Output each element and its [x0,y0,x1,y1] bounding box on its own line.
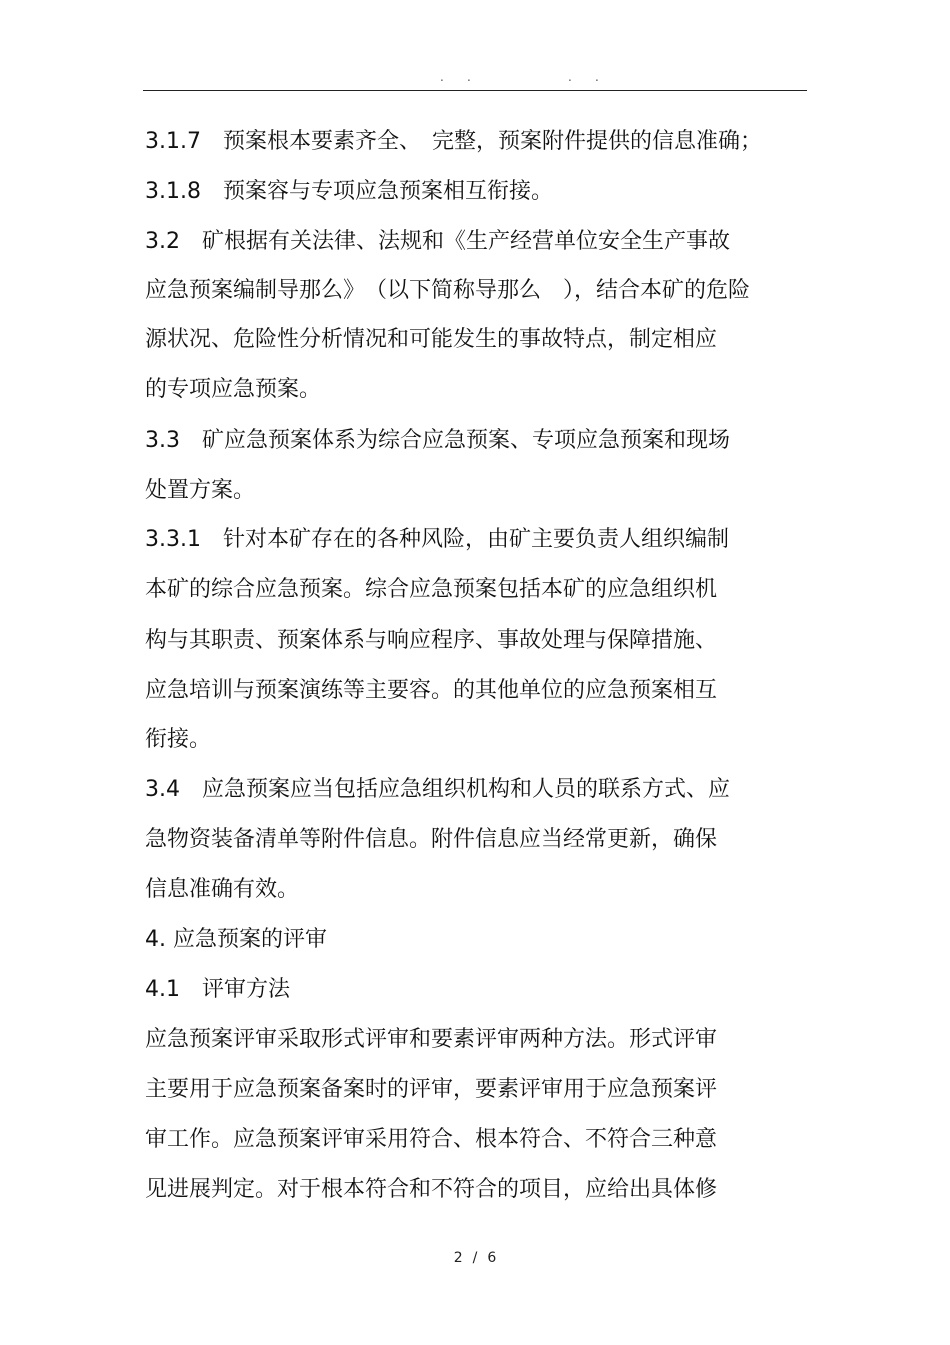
text-line: 构与其职责、预案体系与响应程序、事故处理与保障措施、 [145,628,718,653]
header-rule [143,90,807,91]
text-line: 应急培训与预案演练等主要容。的其他单位的应急预案相互 [145,678,718,703]
text-line: 急物资装备清单等附件信息。附件信息应当经常更新，确保 [145,827,718,852]
page-number [0,1250,950,1266]
page-current: 2 [453,1250,463,1266]
page-header-dots [0,70,950,86]
text-line: 3.4 应急预案应当包括应急组织机构和人员的联系方式、应 [145,777,730,802]
page-total: 6 [487,1250,497,1266]
text-line: 衔接。 [145,727,212,752]
header-dot: . [568,70,572,84]
text-line: 见进展判定。对于根本符合和不符合的项目，应给出具体修 [145,1177,718,1202]
text-line: 3.3 矿应急预案体系为综合应急预案、专项应急预案和现场 [145,428,730,453]
header-dot: . [595,70,599,84]
text-line: 3.2 矿根据有关法律、法规和《生产经营单位安全生产事故 [145,229,730,254]
text-line: 3.1.7 预案根本要素齐全、 完整，预案附件提供的信息准确； [145,129,762,154]
text-line: 3.3.1 针对本矿存在的各种风险，由矿主要负责人组织编制 [145,527,729,552]
text-line: 应急预案编制导那么》 （以下简称导那么 ），结合本矿的危险 [145,278,751,303]
text-line: 源状况、危险性分析情况和可能发生的事故特点，制定相应 [145,327,718,352]
header-dot: . [467,70,471,84]
text-line: 审工作。应急预案评审采用符合、根本符合、不符合三种意 [145,1127,718,1152]
section-heading: 4. 应急预案的评审 [145,927,327,952]
page-separator: / [472,1250,478,1266]
subsection-heading: 4.1 评审方法 [145,977,290,1002]
text-line: 主要用于应急预案备案时的评审，要素评审用于应急预案评 [145,1077,718,1102]
text-line: 本矿的综合应急预案。综合应急预案包括本矿的应急组织机 [145,577,718,602]
text-line: 处置方案。 [145,478,256,503]
header-dot: . [440,70,444,84]
text-line: 3.1.8 预案容与专项应急预案相互衔接。 [145,179,553,204]
text-line: 应急预案评审采取形式评审和要素评审两种方法。形式评审 [145,1027,718,1052]
text-line: 的专项应急预案。 [145,377,322,402]
text-line: 信息准确有效。 [145,877,300,902]
